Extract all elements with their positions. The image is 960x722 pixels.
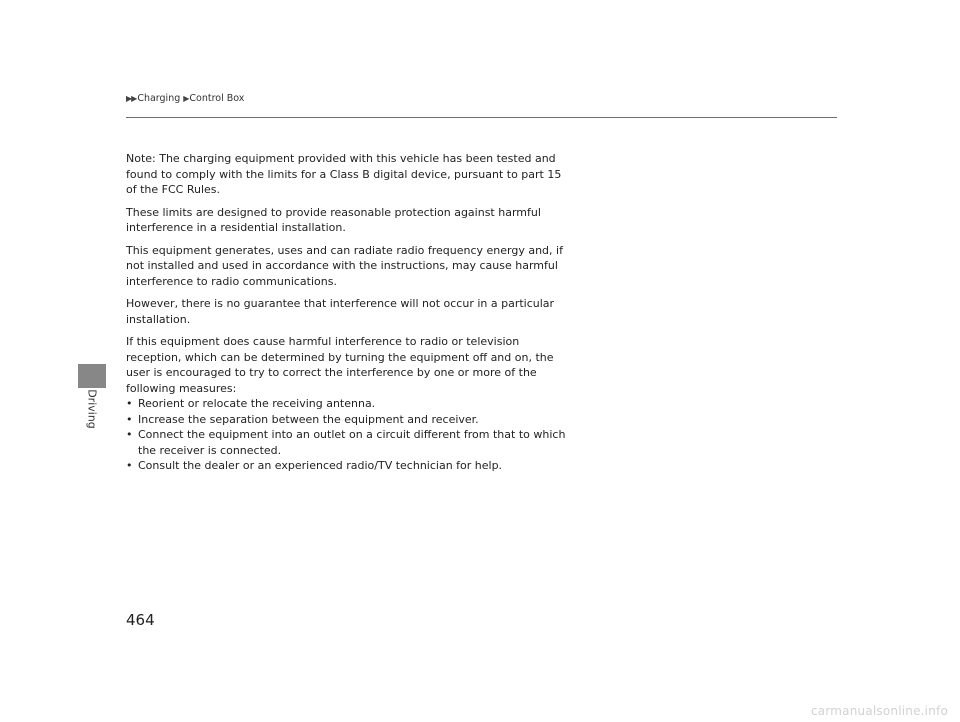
paragraph-guarantee: However, there is no guarantee that interference will not occur in a particular installation.	[126, 297, 555, 326]
watermark: carmanualsonline.info	[811, 704, 948, 718]
paragraph-measures-intro: If this equipment does cause harmful interference to radio or television reception, which can be determined by turning the equipment off and on, the user is encouraged to try to correct the interference by one or more of the following measures:	[126, 335, 554, 395]
paragraph-fcc-note: Note: The charging equipment provided with this vehicle has been tested and found to comply with the limits for a Class B digital device, pursuant to part 15 of the FCC Rules.	[126, 152, 562, 196]
main-content	[126, 151, 566, 474]
page-number: 464	[126, 611, 155, 629]
section-tab-marker	[78, 364, 106, 388]
arrow-icon: ▶	[183, 94, 189, 103]
paragraph-limits: These limits are designed to provide reasonable protection against harmful interference in a residential installation.	[126, 205, 541, 234]
breadcrumb	[126, 93, 247, 104]
list-item: • Connect the equipment into an outlet on a circuit different from that to which the receiver is connected.	[126, 428, 566, 457]
bullet-icon: •	[126, 428, 133, 441]
list-item: • Reorient or relocate the receiving antenna.	[126, 397, 376, 410]
header-divider	[126, 117, 837, 118]
paragraph-radiation: This equipment generates, uses and can radiate radio frequency energy and, if not installed and used in accordance with the instructions, may cause harmful interference to radio communications.	[126, 243, 563, 288]
list-item: • Consult the dealer or an experienced radio/TV technician for help.	[126, 459, 503, 472]
bullet-icon: •	[126, 459, 133, 472]
section-tab-label: Driving	[85, 389, 99, 429]
bullet-icon: •	[126, 397, 133, 410]
breadcrumb-item-control-box[interactable]: Control Box	[189, 93, 245, 104]
double-arrow-icon: ▶▶	[126, 94, 137, 103]
breadcrumb-item-charging[interactable]: Charging	[137, 93, 181, 104]
list-item: • Increase the separation between the equipment and receiver.	[126, 412, 479, 426]
measures-list	[126, 396, 566, 474]
bullet-icon: •	[126, 412, 133, 426]
